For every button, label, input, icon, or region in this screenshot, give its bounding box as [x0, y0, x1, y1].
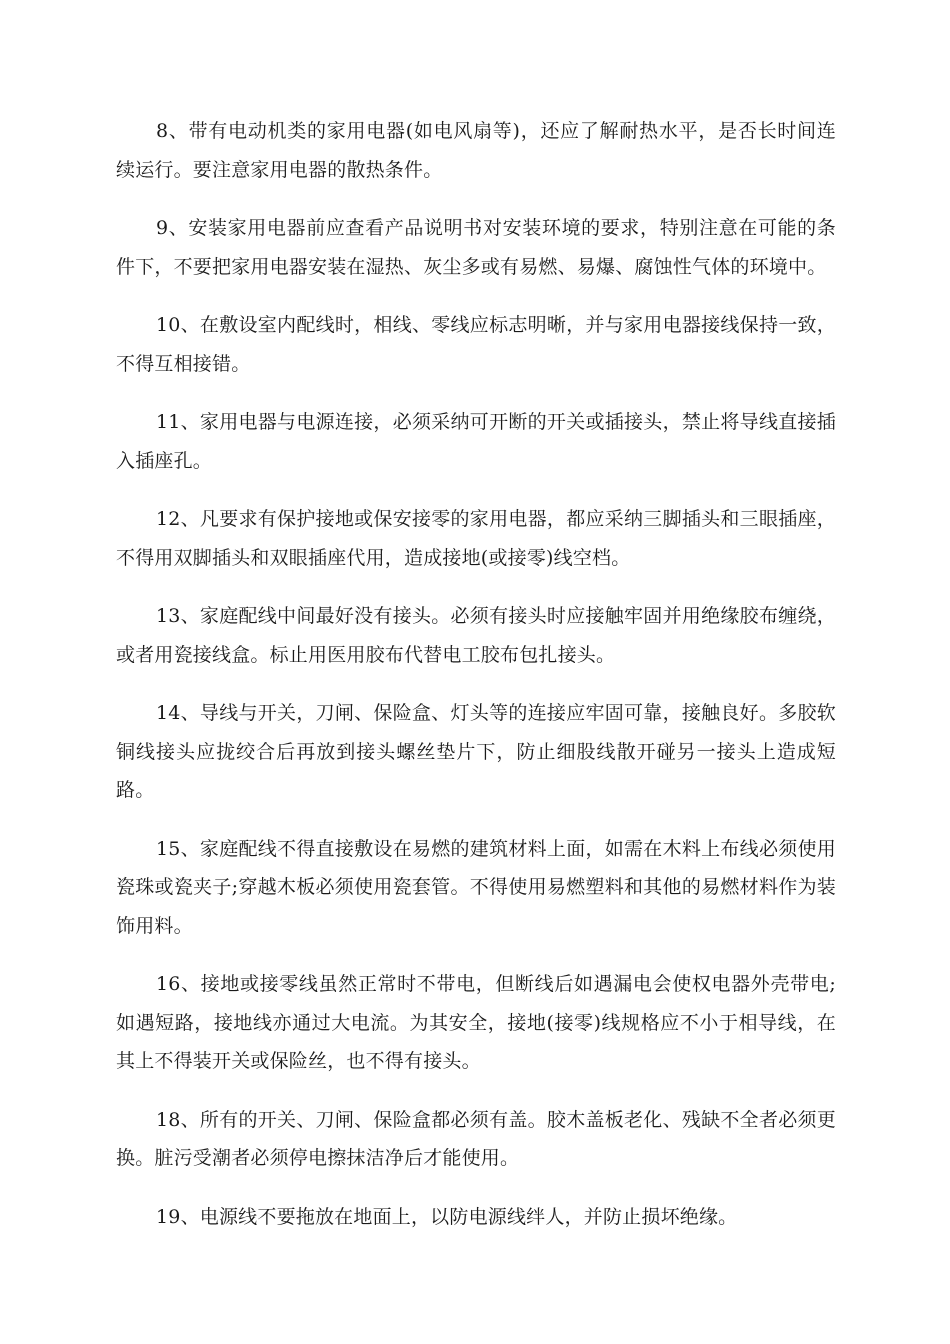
paragraph-item-19: 19、电源线不要拖放在地面上，以防电源线绊人，并防止损坏绝缘。 — [156, 1205, 738, 1228]
paragraph-item-16: 16、接地或接零线虽然正常时不带电，但断线后如遇漏电会使权电器外壳带电;如遇短路，接地线亦通过大电流。为其安全，接地(接零)线规格应不小于相导线，在其上不得装开关或保险丝，也不得有接头。 — [116, 973, 836, 1072]
paragraph-item-14: 14、导线与开关，刀闸、保险盒、灯头等的连接应牢固可靠，接触良好。多胶软铜线接头应拢绞合后再放到接头螺丝垫片下，防止细股线散开碰另一接头上造成短路。 — [116, 702, 836, 801]
paragraph-item-13: 13、家庭配线中间最好没有接头。必须有接头时应接触牢固并用绝缘胶布缠绕，或者用瓷接线盒。标止用医用胶布代替电工胶布包扎接头。 — [116, 605, 836, 666]
paragraph-item-8: 8、带有电动机类的家用电器(如电风扇等)，还应了解耐热水平，是否长时间连续运行。要注意家用电器的散热条件。 — [116, 120, 836, 181]
paragraph-item-10: 10、在敷设室内配线时，相线、零线应标志明晰，并与家用电器接线保持一致，不得互相接错。 — [116, 314, 836, 375]
paragraph-item-11: 11、家用电器与电源连接，必须采纳可开断的开关或插接头，禁止将导线直接插入插座孔。 — [116, 411, 836, 472]
document-body — [116, 112, 836, 1256]
paragraph-item-12: 12、凡要求有保护接地或保安接零的家用电器，都应采纳三脚插头和三眼插座，不得用双脚插头和双眼插座代用，造成接地(或接零)线空档。 — [116, 508, 836, 569]
paragraph-item-18: 18、所有的开关、刀闸、保险盒都必须有盖。胶木盖板老化、残缺不全者必须更换。脏污受潮者必须停电擦抹洁净后才能使用。 — [116, 1108, 836, 1169]
paragraph-item-9: 9、安装家用电器前应查看产品说明书对安装环境的要求，特别注意在可能的条件下，不要把家用电器安装在湿热、灰尘多或有易燃、易爆、腐蚀性气体的环境中。 — [116, 217, 836, 278]
paragraph-item-15: 15、家庭配线不得直接敷设在易燃的建筑材料上面，如需在木料上布线必须使用瓷珠或瓷夹子;穿越木板必须使用瓷套管。不得使用易燃塑料和其他的易燃材料作为装饰用料。 — [116, 837, 836, 937]
